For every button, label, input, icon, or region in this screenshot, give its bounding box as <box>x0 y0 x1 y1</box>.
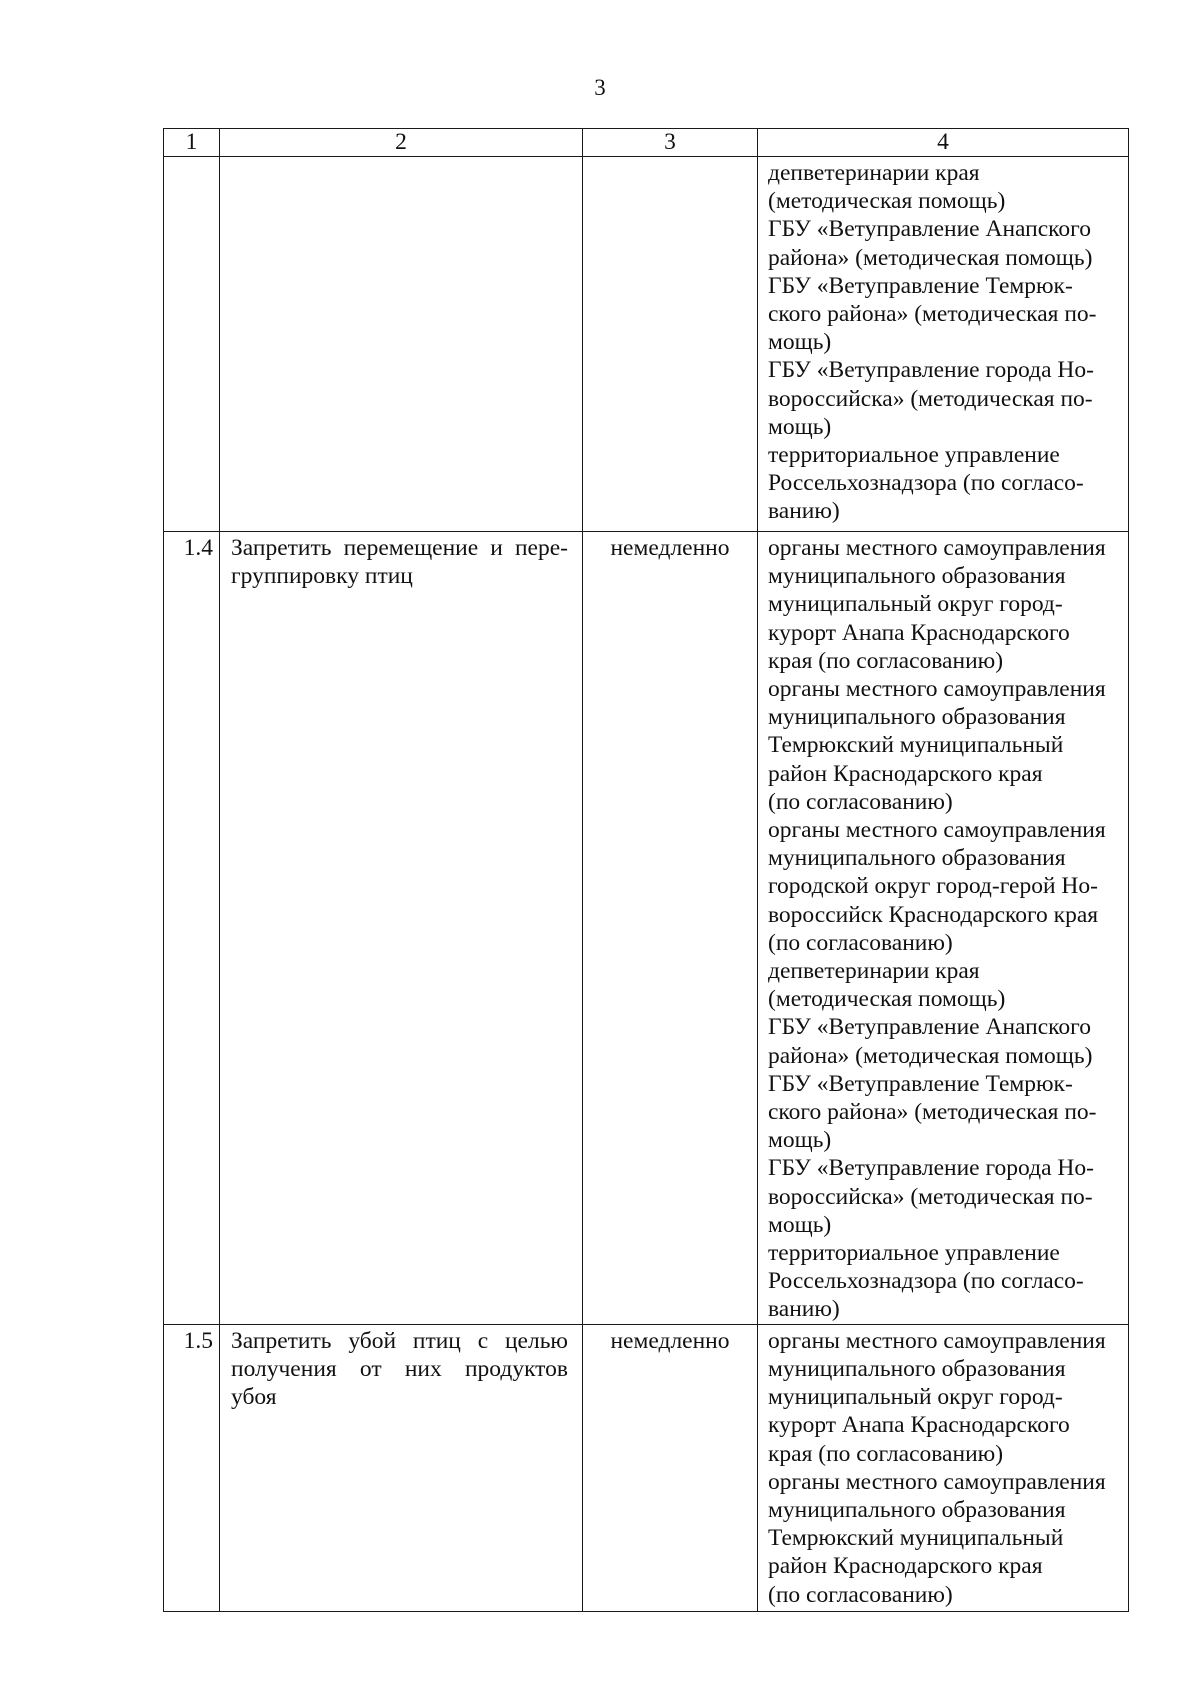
responsible-line: органы местного самоуправления <box>768 535 1106 561</box>
responsible-cell <box>758 532 1129 1325</box>
responsible-line: муниципального образования <box>768 563 1066 590</box>
responsible-line: ского района» (методическая по- <box>768 301 1097 328</box>
responsible-line: органы местного самоуправления <box>768 1468 1106 1495</box>
header-col-1: 1 <box>164 129 220 157</box>
responsible-line: органы местного самоуправления <box>768 1327 1106 1354</box>
responsible-line: района» (методическая помощь) <box>768 1042 1093 1069</box>
responsible-line: Россельхознадзора (по согласо- <box>768 470 1084 497</box>
responsible-line: депветеринарии края <box>768 958 980 985</box>
responsible-line: ского района» (методическая по- <box>768 1099 1097 1126</box>
term-cell: немедленно <box>583 532 758 1325</box>
responsible-line: ГБУ «Ветуправление города Но- <box>768 1155 1094 1182</box>
responsible-line: (по согласованию) <box>768 788 953 815</box>
responsible-line: ГБУ «Ветуправление Темрюк- <box>768 272 1073 299</box>
responsible-cell <box>758 157 1129 532</box>
header-col-3: 3 <box>583 129 758 157</box>
responsible-line: органы местного самоуправления <box>768 676 1106 703</box>
responsible-line: мощь) <box>768 413 832 440</box>
responsible-line: городской округ город-герой Но- <box>768 873 1098 900</box>
term-cell <box>583 157 758 532</box>
responsible-line: (по согласованию) <box>768 1581 953 1608</box>
responsible-line: ГБУ «Ветуправление города Но- <box>768 357 1094 384</box>
responsible-line: курорт Анапа Краснодарского <box>768 1412 1070 1439</box>
responsible-line: района» (методическая помощь) <box>768 244 1093 271</box>
responsible-line: муниципальный округ город- <box>768 1384 1063 1411</box>
responsible-line: муниципального образования <box>768 704 1066 731</box>
action-line: Запретить убой птиц с целью <box>231 1327 568 1354</box>
table-row <box>164 532 1129 1325</box>
responsible-line: ванию) <box>768 1296 840 1323</box>
row-number: 1.4 <box>164 532 220 1325</box>
responsible-line: мощь) <box>768 1127 832 1154</box>
action-line: получения от них продуктов <box>231 1355 568 1382</box>
page-number: 3 <box>594 75 606 100</box>
responsible-line: Россельхознадзора (по согласо- <box>768 1268 1084 1295</box>
responsible-line: муниципальный округ город- <box>768 591 1063 618</box>
responsible-line: Темрюкский муниципальный <box>768 1525 1064 1552</box>
responsible-line: вороссийска» (методическая по- <box>768 1183 1093 1210</box>
measures-table <box>163 128 1129 1612</box>
header-col-4: 4 <box>758 129 1129 157</box>
action-cell <box>220 532 583 1325</box>
responsible-line: район Краснодарского края <box>768 1553 1043 1580</box>
header-col-2: 2 <box>220 129 583 157</box>
responsible-line: муниципального образования <box>768 1496 1066 1523</box>
responsible-line: органы местного самоуправления <box>768 817 1106 844</box>
responsible-line: муниципального образования <box>768 845 1066 872</box>
table-header-row <box>164 129 1129 157</box>
responsible-line: муниципального образования <box>768 1355 1066 1382</box>
responsible-line: (методическая помощь) <box>768 188 1006 215</box>
action-line: группировку птиц <box>231 563 413 590</box>
responsible-line: края (по согласованию) <box>768 647 1004 674</box>
responsible-line: вороссийск Краснодарского края <box>768 901 1099 928</box>
row-number: 1.5 <box>164 1324 220 1611</box>
table-row <box>164 1324 1129 1611</box>
responsible-line: территориальное управление <box>768 442 1060 469</box>
responsible-line: мощь) <box>768 329 832 356</box>
table-row <box>164 157 1129 532</box>
responsible-line: территориальное управление <box>768 1240 1060 1267</box>
responsible-cell <box>758 1324 1129 1611</box>
responsible-line: ГБУ «Ветуправление Анапского <box>768 216 1091 243</box>
responsible-line: вороссийска» (методическая по- <box>768 385 1093 412</box>
action-cell <box>220 1324 583 1611</box>
row-number <box>164 157 220 532</box>
responsible-line: курорт Анапа Краснодарского <box>768 619 1070 646</box>
action-cell <box>220 157 583 532</box>
responsible-line: ГБУ «Ветуправление Темрюк- <box>768 1070 1073 1097</box>
action-line: убоя <box>231 1384 277 1411</box>
responsible-line: края (по согласованию) <box>768 1440 1004 1467</box>
term-cell: немедленно <box>583 1324 758 1611</box>
action-line: Запретить перемещение и пере- <box>231 535 568 561</box>
responsible-line: район Краснодарского края <box>768 760 1043 787</box>
responsible-line: (по согласованию) <box>768 929 953 956</box>
responsible-line: депветеринарии края <box>768 160 980 186</box>
responsible-line: ГБУ «Ветуправление Анапского <box>768 1014 1091 1041</box>
responsible-line: Темрюкский муниципальный <box>768 732 1064 759</box>
responsible-line: (методическая помощь) <box>768 986 1006 1013</box>
responsible-line: мощь) <box>768 1211 832 1238</box>
responsible-line: ванию) <box>768 498 840 525</box>
